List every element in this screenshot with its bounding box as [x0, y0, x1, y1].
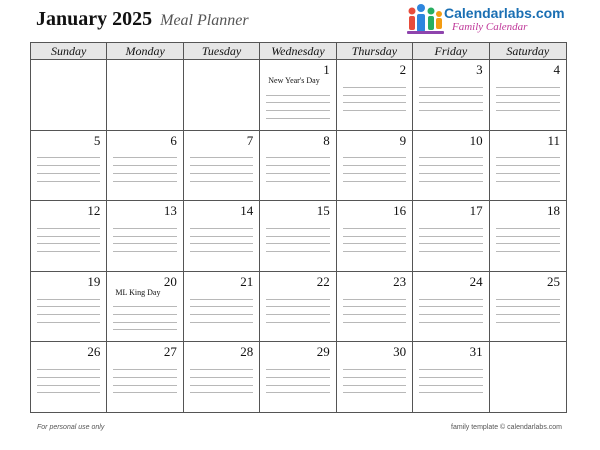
meal-write-line	[343, 110, 406, 111]
meal-write-line	[419, 236, 482, 237]
day-cell-26[interactable]	[31, 342, 107, 413]
meal-write-line	[343, 385, 406, 386]
day-number: 11	[547, 132, 560, 148]
meal-write-line	[496, 95, 560, 96]
meal-write-line	[266, 299, 329, 300]
meal-write-line	[190, 228, 253, 229]
meal-write-line	[343, 392, 406, 393]
meal-write-line	[496, 110, 560, 111]
meal-write-line	[113, 228, 176, 229]
meal-write-line	[190, 377, 253, 378]
weekday-friday: Friday	[413, 43, 489, 59]
day-cell-8[interactable]	[260, 131, 336, 202]
meal-write-line	[266, 95, 329, 96]
meal-write-line	[419, 251, 482, 252]
meal-write-line	[343, 377, 406, 378]
meal-write-line	[419, 243, 482, 244]
meal-write-line	[496, 87, 560, 88]
footer-right: family template © calendarlabs.com	[451, 424, 562, 431]
meal-write-line	[37, 157, 100, 158]
meal-write-line	[113, 173, 176, 174]
day-cell-30[interactable]	[337, 342, 413, 413]
meal-write-line	[113, 329, 176, 330]
day-number: 24	[469, 273, 483, 289]
meal-write-line	[343, 165, 406, 166]
day-number: 2	[399, 62, 407, 77]
meal-write-line	[37, 314, 100, 315]
day-cell-22[interactable]	[260, 272, 336, 343]
meal-write-line	[266, 102, 329, 103]
meal-write-line	[419, 228, 482, 229]
meal-write-line	[496, 236, 560, 237]
day-number: 14	[240, 203, 254, 219]
page-title	[36, 8, 249, 31]
day-number: 31	[469, 344, 483, 360]
meal-write-line	[419, 385, 482, 386]
day-number: 15	[316, 203, 330, 219]
day-cell-19[interactable]	[31, 272, 107, 343]
meal-write-line	[266, 306, 329, 307]
holiday-label: ML King Day	[115, 287, 161, 297]
day-number: 26	[87, 344, 101, 360]
day-number: 22	[316, 273, 330, 289]
meal-write-line	[419, 377, 482, 378]
day-cell-25[interactable]	[490, 272, 566, 343]
meal-write-line	[266, 181, 329, 182]
meal-write-line	[266, 110, 329, 111]
meal-write-line	[343, 95, 406, 96]
meal-write-line	[190, 181, 253, 182]
day-number: 1	[323, 62, 330, 77]
meal-write-line	[113, 181, 176, 182]
day-grid	[31, 60, 566, 413]
day-number: 21	[240, 273, 254, 289]
holiday-label: New Year's Day	[268, 76, 320, 85]
day-cell-29[interactable]	[260, 342, 336, 413]
meal-write-line	[266, 314, 329, 315]
meal-write-line	[190, 322, 253, 323]
meal-write-line	[343, 314, 406, 315]
meal-write-line	[496, 306, 560, 307]
meal-write-line	[496, 173, 560, 174]
meal-write-line	[343, 299, 406, 300]
meal-write-line	[37, 392, 100, 393]
meal-write-line	[266, 157, 329, 158]
meal-write-line	[343, 157, 406, 158]
planner-subtitle: Meal Planner	[160, 12, 249, 29]
logo-tagline: Family Calendar	[452, 21, 528, 33]
meal-write-line	[37, 165, 100, 166]
day-cell-3[interactable]	[413, 60, 489, 131]
day-cell-23[interactable]	[337, 272, 413, 343]
meal-write-line	[266, 392, 329, 393]
empty-day-cell[interactable]	[184, 60, 260, 131]
day-number: 28	[240, 344, 254, 360]
meal-write-line	[190, 314, 253, 315]
meal-write-line	[113, 369, 176, 370]
meal-write-line	[113, 306, 176, 307]
meal-write-line	[266, 385, 329, 386]
meal-write-line	[496, 102, 560, 103]
meal-write-line	[343, 243, 406, 244]
meal-write-line	[266, 322, 329, 323]
meal-write-line	[419, 392, 482, 393]
meal-write-line	[113, 385, 176, 386]
day-number: 17	[469, 203, 483, 219]
meal-write-line	[419, 306, 482, 307]
day-number: 27	[163, 344, 177, 360]
weekday-header	[31, 43, 566, 60]
day-cell-7[interactable]	[184, 131, 260, 202]
weekday-sunday: Sunday	[31, 43, 107, 59]
meal-write-line	[496, 314, 560, 315]
meal-write-line	[496, 181, 560, 182]
day-number: 19	[87, 273, 101, 289]
meal-write-line	[496, 299, 560, 300]
day-cell-1[interactable]	[260, 60, 336, 131]
day-number: 9	[399, 132, 407, 148]
meal-write-line	[419, 165, 482, 166]
day-number: 10	[469, 132, 483, 148]
meal-write-line	[113, 392, 176, 393]
meal-write-line	[190, 243, 253, 244]
weekday-saturday: Saturday	[506, 44, 550, 58]
meal-write-line	[190, 369, 253, 370]
meal-write-line	[190, 236, 253, 237]
day-number: 3	[476, 62, 483, 77]
day-number: 4	[553, 62, 560, 77]
day-cell-14[interactable]	[184, 201, 260, 272]
meal-write-line	[343, 322, 406, 323]
meal-write-line	[113, 243, 176, 244]
day-cell-24[interactable]	[413, 272, 489, 343]
meal-write-line	[37, 251, 100, 252]
day-number: 29	[316, 344, 330, 360]
day-cell-28[interactable]	[184, 342, 260, 413]
meal-write-line	[496, 157, 560, 158]
day-number: 25	[547, 273, 560, 289]
day-cell-11[interactable]	[490, 131, 566, 202]
weekday-thursday: Thursday	[337, 43, 413, 59]
day-cell-15[interactable]	[260, 201, 336, 272]
meal-write-line	[343, 102, 406, 103]
meal-write-line	[419, 181, 482, 182]
calendar-grid	[30, 42, 567, 413]
meal-write-line	[266, 228, 329, 229]
empty-day-cell[interactable]	[107, 60, 183, 131]
footer-left: For personal use only	[37, 424, 105, 431]
meal-write-line	[113, 377, 176, 378]
meal-write-line	[37, 181, 100, 182]
day-cell-13[interactable]	[107, 201, 183, 272]
meal-write-line	[113, 236, 176, 237]
meal-write-line	[419, 157, 482, 158]
meal-write-line	[343, 228, 406, 229]
meal-write-line	[190, 165, 253, 166]
meal-write-line	[37, 299, 100, 300]
meal-write-line	[37, 369, 100, 370]
meal-write-line	[343, 87, 406, 88]
meal-write-line	[113, 251, 176, 252]
meal-write-line	[190, 251, 253, 252]
meal-write-line	[190, 385, 253, 386]
day-cell-31[interactable]	[413, 342, 489, 413]
day-number: 12	[87, 203, 101, 219]
day-number: 8	[323, 132, 330, 148]
meal-write-line	[190, 306, 253, 307]
day-cell-21[interactable]	[184, 272, 260, 343]
weekday-tuesday: Tuesday	[184, 43, 260, 59]
meal-write-line	[37, 173, 100, 174]
day-cell-20[interactable]	[107, 272, 183, 343]
day-number: 16	[393, 203, 407, 219]
day-number: 30	[393, 344, 407, 360]
meal-write-line	[343, 251, 406, 252]
meal-write-line	[37, 306, 100, 307]
meal-write-line	[113, 157, 176, 158]
meal-write-line	[419, 102, 482, 103]
meal-write-line	[190, 173, 253, 174]
day-number: 18	[547, 203, 560, 219]
meal-write-line	[496, 228, 560, 229]
meal-write-line	[343, 306, 406, 307]
meal-write-line	[37, 322, 100, 323]
day-number: 7	[246, 132, 254, 148]
month-title: January 2025	[36, 8, 153, 30]
day-number: 13	[163, 203, 177, 219]
day-cell-5[interactable]	[31, 131, 107, 202]
meal-write-line	[190, 157, 253, 158]
meal-write-line	[419, 173, 482, 174]
day-cell-9[interactable]	[337, 131, 413, 202]
day-cell-12[interactable]	[31, 201, 107, 272]
meal-write-line	[113, 322, 176, 323]
meal-write-line	[496, 243, 560, 244]
day-cell-2[interactable]	[337, 60, 413, 131]
weekday-monday: Monday	[107, 43, 183, 59]
meal-write-line	[419, 110, 482, 111]
meal-write-line	[419, 95, 482, 96]
meal-write-line	[266, 165, 329, 166]
empty-day-cell[interactable]	[31, 60, 107, 131]
day-cell-17[interactable]	[413, 201, 489, 272]
meal-write-line	[266, 369, 329, 370]
meal-write-line	[37, 243, 100, 244]
day-cell-6[interactable]	[107, 131, 183, 202]
day-cell-16[interactable]	[337, 201, 413, 272]
day-number: 5	[93, 132, 101, 148]
logo-brand: Calendarlabs.com	[444, 5, 565, 21]
day-cell-18[interactable]	[490, 201, 566, 272]
meal-write-line	[266, 251, 329, 252]
meal-write-line	[496, 322, 560, 323]
meal-write-line	[343, 173, 406, 174]
meal-write-line	[37, 377, 100, 378]
meal-write-line	[113, 314, 176, 315]
family-icon	[406, 2, 446, 38]
meal-write-line	[343, 181, 406, 182]
meal-write-line	[343, 369, 406, 370]
day-number: 6	[170, 132, 177, 148]
meal-write-line	[419, 299, 482, 300]
weekday-wednesday: Wednesday	[260, 43, 336, 59]
meal-write-line	[190, 392, 253, 393]
meal-write-line	[266, 173, 329, 174]
meal-write-line	[419, 369, 482, 370]
day-number: 23	[393, 273, 407, 289]
day-cell-27[interactable]	[107, 342, 183, 413]
meal-write-line	[113, 165, 176, 166]
meal-write-line	[190, 299, 253, 300]
meal-write-line	[496, 251, 560, 252]
day-cell-10[interactable]	[413, 131, 489, 202]
day-number: 20	[163, 273, 177, 289]
meal-write-line	[266, 243, 329, 244]
meal-write-line	[37, 385, 100, 386]
empty-day-cell[interactable]	[490, 342, 566, 413]
meal-write-line	[343, 236, 406, 237]
meal-write-line	[419, 322, 482, 323]
meal-write-line	[266, 377, 329, 378]
meal-write-line	[419, 87, 482, 88]
day-cell-4[interactable]	[490, 60, 566, 131]
meal-write-line	[419, 314, 482, 315]
meal-write-line	[266, 236, 329, 237]
meal-write-line	[266, 118, 329, 119]
calendarlabs-logo	[406, 2, 566, 38]
meal-write-line	[496, 165, 560, 166]
meal-write-line	[37, 228, 100, 229]
meal-write-line	[37, 236, 100, 237]
